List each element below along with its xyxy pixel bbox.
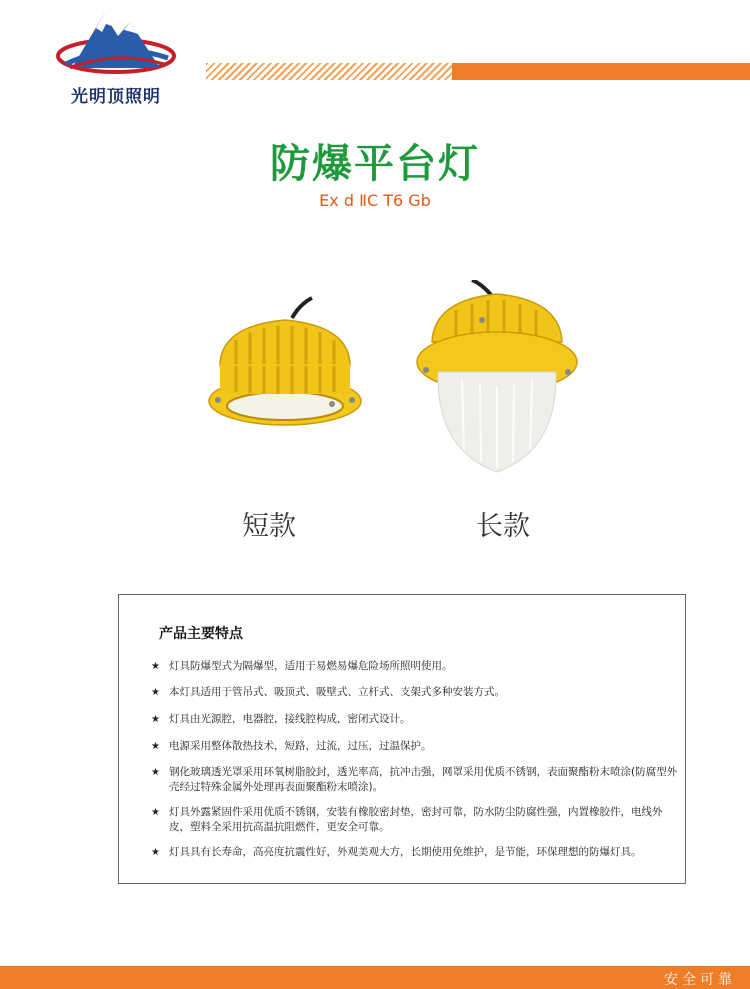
product-title: 防爆平台灯 bbox=[270, 141, 480, 187]
footer-orange-bar bbox=[0, 966, 750, 989]
feature-item bbox=[151, 659, 681, 674]
footer-slogan: 安全可靠 bbox=[664, 972, 736, 988]
header-hatch-band bbox=[206, 63, 452, 80]
feature-item bbox=[151, 712, 681, 727]
star-bullet-icon: ★ bbox=[151, 741, 160, 752]
feature-item bbox=[151, 845, 681, 860]
explosion-proof-marking: Ex d ⅡC T6 Gb bbox=[319, 191, 431, 210]
star-bullet-icon: ★ bbox=[151, 807, 160, 818]
feature-text: 灯具由光源腔，电器腔，接线腔构成，密闭式设计。 bbox=[169, 713, 411, 725]
star-bullet-icon: ★ bbox=[151, 847, 160, 858]
star-bullet-icon: ★ bbox=[151, 767, 160, 778]
variant-short-label: 短款 bbox=[242, 511, 296, 542]
feature-text: 灯具防爆型式为隔爆型，适用于易燃易爆危险场所照明使用。 bbox=[169, 660, 453, 672]
features-box bbox=[118, 594, 686, 884]
star-bullet-icon: ★ bbox=[151, 714, 160, 725]
brand-name: 光明顶照明 bbox=[71, 87, 161, 107]
feature-text: 钢化玻璃透光罩采用环氧树脂胶封，透光率高，抗冲击强，网罩采用优质不锈钢，表面聚酯粉末喷涂(防腐型外壳经过特殊金属外处理再表面聚酯粉末喷涂)。 bbox=[169, 766, 678, 793]
feature-text: 灯具具有长寿命，高亮度抗震性好，外观美观大方，长期使用免维护，是节能，环保理想的防爆灯具。 bbox=[169, 846, 642, 858]
long-lamp-icon bbox=[412, 280, 582, 480]
feature-item bbox=[151, 805, 681, 835]
feature-text: 灯具外露紧固件采用优质不锈钢，安装有橡胶密封垫，密封可靠，防水防尘防腐性强，内置橡胶件，电线外皮，塑料全采用抗高温抗阻燃件，更安全可靠。 bbox=[169, 806, 663, 833]
star-bullet-icon: ★ bbox=[151, 661, 160, 672]
features-heading: 产品主要特点 bbox=[159, 626, 243, 642]
short-lamp-icon bbox=[200, 296, 370, 436]
mountain-logo-icon bbox=[52, 6, 180, 78]
feature-item bbox=[151, 685, 681, 700]
variant-long-label: 长款 bbox=[476, 511, 530, 542]
feature-text: 电源采用整体散热技术，短路，过流，过压，过温保护。 bbox=[169, 740, 432, 752]
feature-item bbox=[151, 739, 681, 754]
header-orange-bar bbox=[452, 63, 750, 80]
feature-item bbox=[151, 765, 681, 795]
star-bullet-icon: ★ bbox=[151, 687, 160, 698]
feature-text: 本灯具适用于管吊式、吸顶式、吸壁式、立杆式、支架式多种安装方式。 bbox=[169, 686, 505, 698]
